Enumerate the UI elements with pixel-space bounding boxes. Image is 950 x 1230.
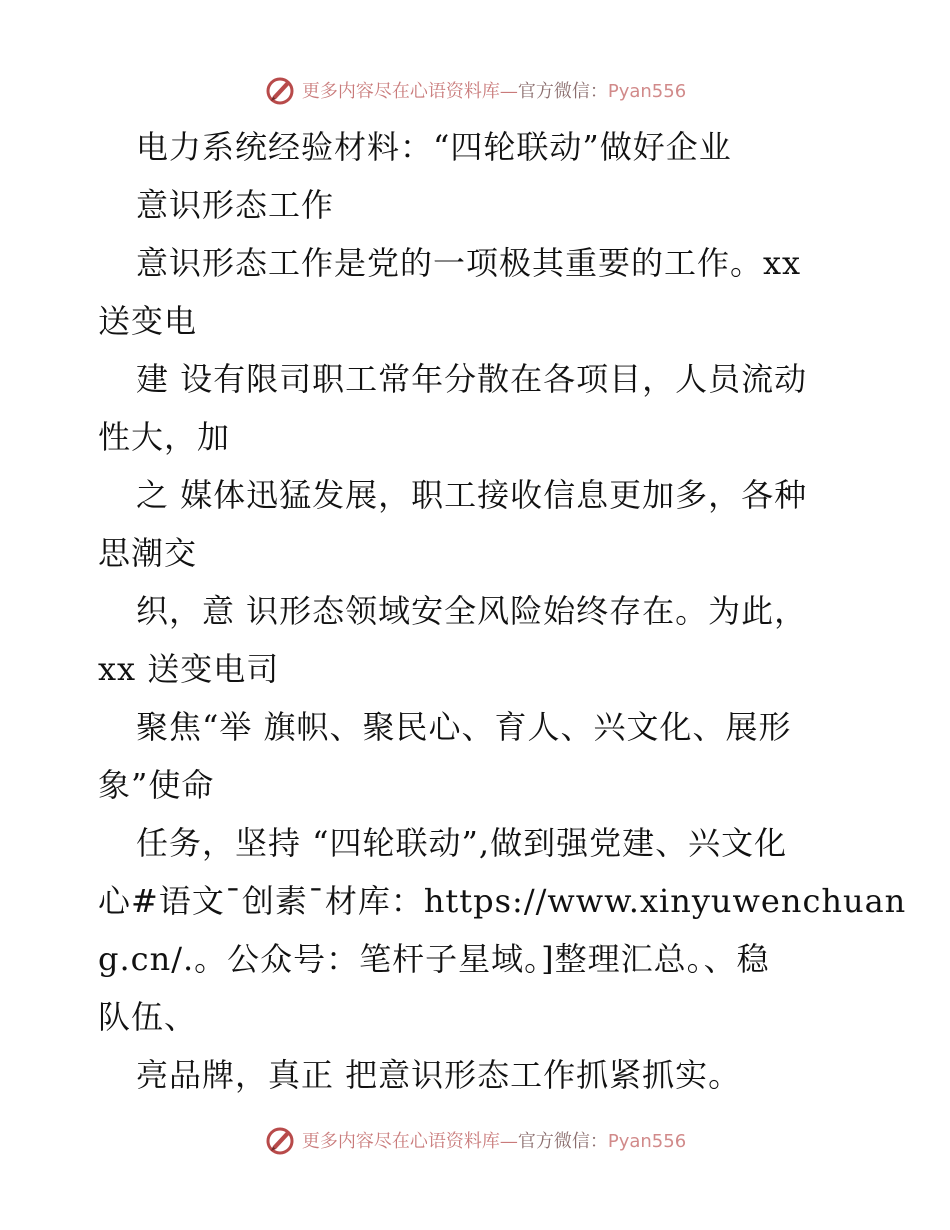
doc-line: 意识形态工作是党的一项极其重要的工作。xx bbox=[136, 244, 802, 282]
doc-line: 意识形态工作 bbox=[136, 186, 335, 224]
logo-icon bbox=[264, 1124, 296, 1156]
doc-line: 思潮交 bbox=[98, 534, 198, 572]
header-banner bbox=[0, 70, 950, 110]
document-body bbox=[98, 118, 907, 1104]
footer-banner bbox=[0, 1120, 950, 1160]
doc-line: 电力系统经验材料：“四轮联动”做好企业 bbox=[136, 128, 732, 166]
doc-line: xx 送变电司 bbox=[98, 650, 280, 688]
banner-wechat-id: Pyan556 bbox=[607, 81, 687, 102]
header-banner-inner bbox=[264, 74, 686, 106]
banner-main-text: 更多内容尽在心语资料库 bbox=[301, 1131, 500, 1152]
doc-line: 队伍、 bbox=[98, 998, 198, 1036]
doc-line: 聚焦“举 旗帜、聚民心、育人、兴文化、展形 bbox=[136, 708, 792, 746]
banner-text bbox=[302, 77, 686, 103]
banner-wechat-label: 官方微信： bbox=[517, 1131, 608, 1152]
doc-line: 亮品牌，真正 把意识形态工作抓紧抓实。 bbox=[136, 1056, 742, 1094]
doc-line: g.cn/.。公众号：笔杆子星域。]整理汇总。、稳 bbox=[98, 940, 770, 978]
doc-line: 任务，坚持 “四轮联动”,做到强党建、兴文化 bbox=[136, 824, 788, 862]
doc-line: 心#语文¯创素¯材库：https://www.xinyuwenchuan bbox=[98, 882, 907, 920]
doc-line: 织，意 识形态领域安全风险始终存在。为此， bbox=[136, 592, 808, 630]
banner-main-text: 更多内容尽在心语资料库 bbox=[301, 81, 500, 102]
banner-separator: — bbox=[499, 81, 518, 102]
banner-wechat-label: 官方微信： bbox=[517, 81, 608, 102]
logo-icon bbox=[264, 74, 296, 106]
banner-text bbox=[302, 1127, 686, 1153]
doc-line: 送变电 bbox=[98, 302, 198, 340]
footer-banner-inner bbox=[264, 1124, 686, 1156]
banner-wechat-id: Pyan556 bbox=[607, 1131, 687, 1152]
doc-line: 之 媒体迅猛发展，职工接收信息更加多，各种 bbox=[136, 476, 808, 514]
doc-line: 象”使命 bbox=[98, 766, 215, 804]
banner-separator: — bbox=[499, 1131, 518, 1152]
doc-line: 建 设有限司职工常年分散在各项目，人员流动 bbox=[136, 360, 808, 398]
doc-line: 性大，加 bbox=[98, 418, 231, 456]
